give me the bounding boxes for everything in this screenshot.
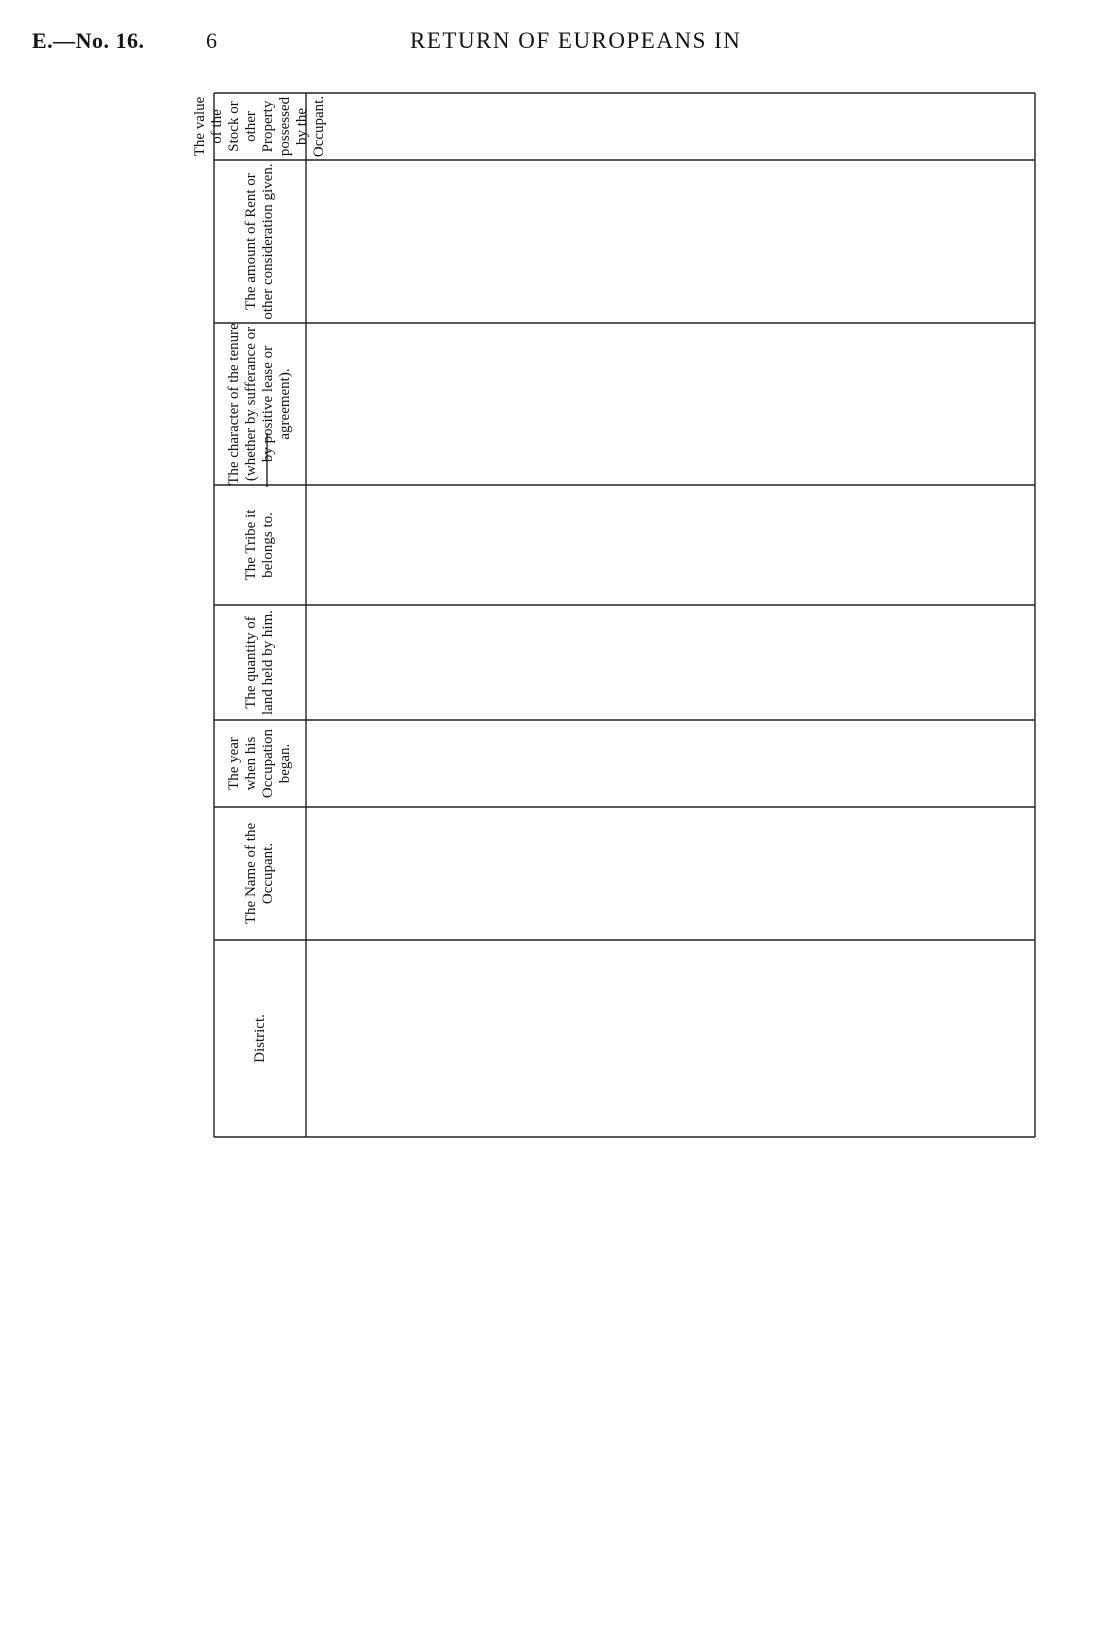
column-header-district: District.: [251, 1014, 268, 1063]
document-reference: E.—No. 16.: [32, 28, 145, 53]
column-header-name: The Name of the Occupant.: [243, 822, 276, 925]
column-header-tribe: The Tribe it belongs to.: [243, 509, 276, 581]
occupant-table: [192, 85, 1052, 1145]
column-header-tenure: The character of the tenure (whether by sufferance or by positive lease or agreement).: [226, 323, 293, 485]
table-rules: [192, 85, 1052, 1145]
column-header-year: The year when his Occupation began.: [226, 728, 293, 799]
page-number: 6: [206, 28, 217, 53]
column-header-value: The value of the Stock or other Property possessed by the Occupant.: [192, 95, 327, 158]
column-header-rent: The amount of Rent or other consideration given.: [243, 163, 276, 320]
column-header-land: The quantity of land held by him.: [243, 610, 276, 715]
page-title: RETURN OF EUROPEANS IN: [410, 28, 742, 53]
